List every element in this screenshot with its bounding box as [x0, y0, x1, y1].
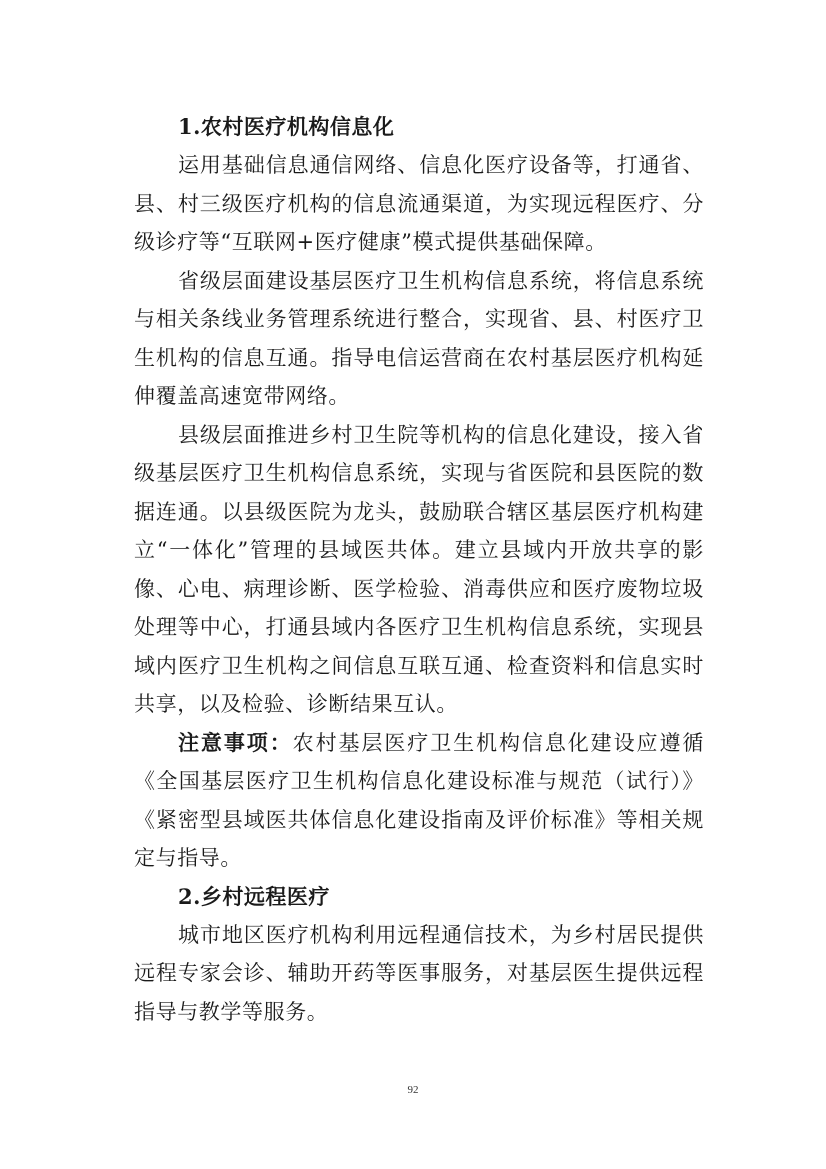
paragraph: 运用基础信息通信网络、信息化医疗设备等，打通省、县、村三级医疗机构的信息流通渠道，为实现远程医疗、分级诊疗等“互联网+医疗健康”模式提供基础保障。: [134, 153, 704, 254]
note-label: 注意事项：: [178, 729, 293, 755]
section-heading-rural-medical-informatization: 1.农村医疗机构信息化: [178, 114, 395, 139]
note-text: 农村基层医疗卫生机构信息化建设应遵循《全国基层医疗卫生机构信息化建设标准与规范（试行）》《紧密型县域医共体信息化建设指南及评价标准》等相关规定与指导。: [134, 730, 704, 870]
page-number: 92: [407, 1084, 419, 1096]
paragraph: 省级层面建设基层医疗卫生机构信息系统，将信息系统与相关条线业务管理系统进行整合，实现省、县、村医疗卫生机构的信息互通。指导电信运营商在农村基层医疗机构延伸覆盖高速宽带网络。: [134, 268, 704, 408]
section-heading-rural-telemedicine: 2.乡村远程医疗: [178, 883, 330, 909]
page-content: [134, 108, 704, 1031]
note-paragraph: [134, 724, 704, 878]
paragraph: 城市地区医疗机构利用远程通信技术，为乡村居民提供远程专家会诊、辅助开药等医事服务，对基层医生提供远程指导与教学等服务。: [134, 922, 704, 1024]
paragraph: 县级层面推进乡村卫生院等机构的信息化建设，接入省级基层医疗卫生机构信息系统，实现与省医院和县医院的数据连通。以县级医院为龙头，鼓励联合辖区基层医疗机构建立“一体化”管理的县域医共体。建立县域内开放共享的影像、心电、病理诊断、医学检验、消毒供应和医疗废物垃圾处理等中心，打通县域内各医疗卫生机构信息系统，实现县域内医疗卫生机构之间信息互联互通、检查资料和信息实时共享，以及检验、诊断结果互认。: [134, 422, 704, 716]
